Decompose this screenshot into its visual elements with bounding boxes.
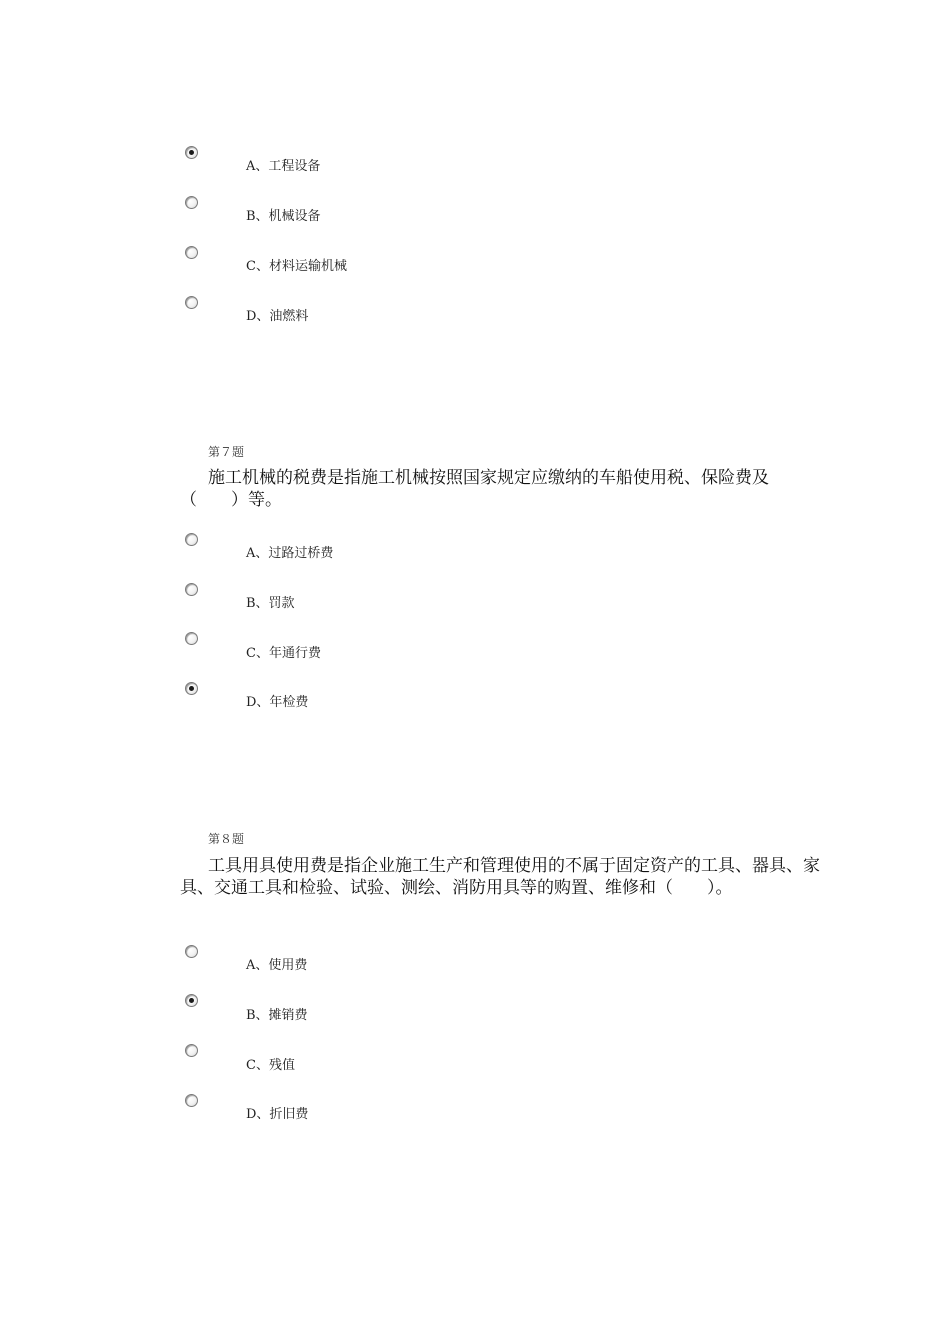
question-number-8: 第８题 bbox=[208, 832, 245, 846]
option-label-q6-c: C、材料运输机械 bbox=[246, 259, 347, 274]
option-label-q6-b: B、机械设备 bbox=[246, 209, 321, 224]
option-label-q8-a: A、使用费 bbox=[246, 958, 308, 973]
option-label-q8-c: C、残值 bbox=[246, 1058, 295, 1073]
option-label-q6-a: A、工程设备 bbox=[246, 159, 321, 174]
radio-q6-option-b[interactable] bbox=[185, 196, 198, 209]
option-label-q7-d: D、年检费 bbox=[246, 695, 309, 710]
radio-q8-option-a[interactable] bbox=[185, 945, 198, 958]
option-label-q7-a: A、过路过桥费 bbox=[246, 546, 334, 561]
radio-q6-option-a[interactable] bbox=[185, 146, 198, 159]
radio-q7-option-b[interactable] bbox=[185, 583, 198, 596]
option-label-q7-c: C、年通行费 bbox=[246, 646, 321, 661]
radio-q6-option-c[interactable] bbox=[185, 246, 198, 259]
question-text-7: 施工机械的税费是指施工机械按照国家规定应缴纳的车船使用税、保险费及（ ）等。 bbox=[180, 468, 769, 510]
radio-q8-option-b[interactable] bbox=[185, 994, 198, 1007]
question-number-7: 第７题 bbox=[208, 445, 245, 459]
question-text-8: 工具用具使用费是指企业施工生产和管理使用的不属于固定资产的工具、器具、家具、交通工具和检验、试验、测绘、消防用具等的购置、维修和（ ）。 bbox=[180, 856, 820, 898]
radio-q7-option-d[interactable] bbox=[185, 682, 198, 695]
option-label-q8-b: B、摊销费 bbox=[246, 1008, 308, 1023]
radio-q8-option-d[interactable] bbox=[185, 1094, 198, 1107]
radio-q8-option-c[interactable] bbox=[185, 1044, 198, 1057]
radio-q6-option-d[interactable] bbox=[185, 296, 198, 309]
radio-q7-option-a[interactable] bbox=[185, 533, 198, 546]
radio-q7-option-c[interactable] bbox=[185, 632, 198, 645]
option-label-q7-b: B、罚款 bbox=[246, 596, 295, 611]
option-label-q6-d: D、油燃料 bbox=[246, 309, 309, 324]
option-label-q8-d: D、折旧费 bbox=[246, 1107, 309, 1122]
